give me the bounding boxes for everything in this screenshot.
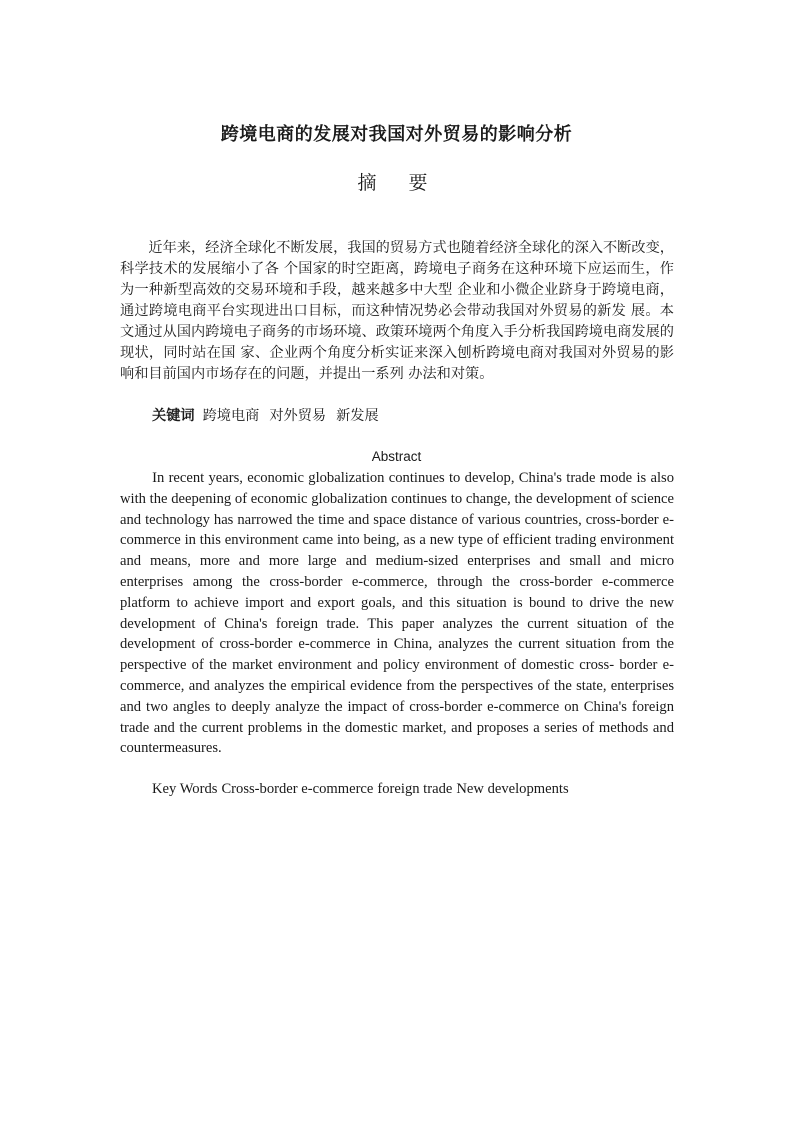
english-keyword: New developments <box>456 781 569 797</box>
english-abstract-paragraph: In recent years, economic globalization continues to develop, China's trade mode is also with the deepening of economic globalization continues to change, the development of science and technology has narrowed the time and space distance of various countries, cross-border e-commerce in this environment came into being, as a new type of efficient trading environment and means, more and more large and medium-sized enterprises and small and micro enterprises among the cross-border e-commerce, through the cross-border e-commerce platform to achieve import and export goals, and this situation is bound to drive the new development of China's foreign trade. This paper analyzes the current situation of the development of cross-border e-commerce in China, analyzes the current situation from the perspective of the market environment and policy environment of domestic cross- border e-commerce, and analyzes the empirical evidence from the perspectives of the state, enterprises and two angles to deeply analyze the impact of cross-border e-commerce on China's foreign trade and the current problems in the domestic market, and proposes a series of methods and countermeasures. <box>120 470 674 757</box>
chinese-keyword: 跨境电商 <box>202 408 260 424</box>
abstract-heading-cn: 摘 要 <box>357 172 436 194</box>
document-title: 跨境电商的发展对我国对外贸易的影响分析 <box>220 124 573 145</box>
chinese-keyword: 对外贸易 <box>269 408 327 424</box>
english-keywords-label: Key Words <box>152 781 218 797</box>
chinese-keywords-label: 关键词 <box>152 408 195 424</box>
chinese-abstract-paragraph: 近年来，经济全球化不断发展，我国的贸易方式也随着经济全球化的深入不断改变，科学技术的发展缩小了各 个国家的时空距离，跨境电子商务在这种环境下应运而生，作为一种新型高效的交易环境和手段，越来越多中大型 企业和小微企业跻身于跨境电商，通过跨境电商平台实现进出口目标，而这种情况势必会带动我国对外贸易的新发 展。本文通过从国内跨境电子商务的市场环境、政策环境两个角度入手分析我国跨境电商发展的现状，同时站在国 家、企业两个角度分析实证来深入刨析跨境电商对我国对外贸易的影响和目前国内市场存在的问题，并提出一系列 办法和对策。 <box>120 240 674 382</box>
chinese-keyword: 新发展 <box>336 408 379 424</box>
abstract-heading-en: Abstract <box>371 449 422 464</box>
english-keyword: foreign trade <box>377 781 453 797</box>
chinese-keywords-line <box>152 406 674 427</box>
english-keywords-line <box>152 779 674 800</box>
english-keyword: Cross-border e-commerce <box>221 781 374 797</box>
